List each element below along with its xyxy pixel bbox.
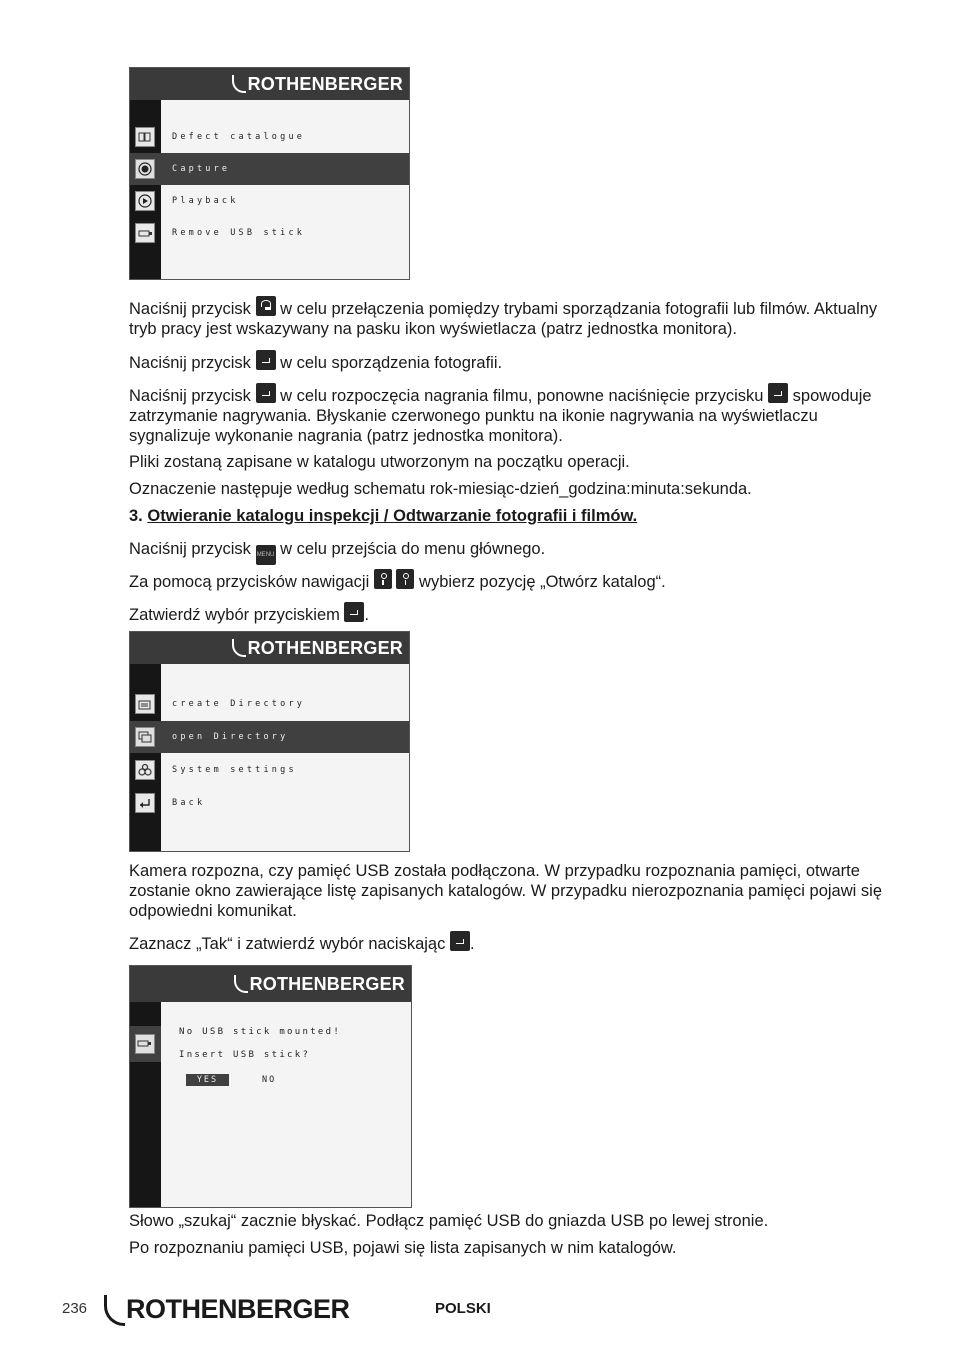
menu-item-label: Playback [172,196,239,206]
enter-button-icon [344,602,364,622]
text: Naciśnij przycisk [129,354,251,372]
menu-button-icon: MENU [256,545,276,565]
dialog-message-line-1: No USB stick mounted! [179,1027,342,1037]
screen-brand-logo [234,971,405,997]
menu-item-label: open Directory [172,732,289,742]
yes-button[interactable]: YES [186,1074,229,1086]
heading-number: 3. [129,507,143,525]
paragraph-confirm [129,602,899,625]
text: w celu przejścia do menu głównego. [280,540,546,558]
section-heading [129,506,899,526]
brand-text: ROTHENBERGER [247,74,403,94]
text: spowoduje zatrzymanie nagrywania. Błyskanie czerwonego punktu na ikonie nagrywania na wyświetlaczu sygnalizuje wykonanie nagrania (patrz jednostka monitora). [129,387,872,445]
paragraph-search-blink: Słowo „szukaj“ zacznie błyskać. Podłącz pamięć USB do gniazda USB po lewej stronie. [129,1212,769,1230]
paragraph-select-yes [129,931,899,954]
paragraph-directory-list: Po rozpoznaniu pamięci USB, pojawi się lista zapisanych w nim katalogów. [129,1239,677,1257]
menu-item-open-directory[interactable] [130,721,409,753]
text: Za pomocą przycisków nawigacji [129,573,370,591]
no-button[interactable]: NO [262,1075,277,1085]
text: Zaznacz „Tak“ i zatwierdź wybór naciskając [129,935,446,953]
usb-stick-icon [135,1034,155,1054]
text: Zatwierdź wybór przyciskiem [129,606,340,624]
dialog-message-line-2: Insert USB stick? [179,1050,311,1060]
usb-sidebar-item [130,1026,161,1062]
menu-item-back[interactable] [130,787,409,819]
folder-open-icon [135,727,155,747]
monitor-screen-directory-menu [129,631,410,852]
text: Naciśnij przycisk [129,300,251,318]
screen-header [130,966,411,1002]
menu-item-create-directory[interactable] [130,688,409,720]
paragraph-take-photo [129,350,899,373]
text: Naciśnij przycisk [129,387,251,405]
text: wybierz pozycję „Otwórz katalog“. [419,573,666,591]
paragraph-record-video [129,383,899,446]
monitor-screen-main-menu [129,67,410,280]
enter-button-icon [768,383,788,403]
text: w celu rozpoczęcia nagrania filmu, ponowne naciśnięcie przycisku [280,387,764,405]
record-icon [135,159,155,179]
back-arrow-icon [135,793,155,813]
paragraph-files-saved: Pliki zostaną zapisane w katalogu utworzonym na początku operacji. [129,453,630,471]
screen-brand-logo [232,635,403,661]
text: w celu sporządzenia fotografii. [280,354,503,372]
play-icon [135,191,155,211]
menu-item-capture[interactable] [130,153,409,185]
enter-button-icon [450,931,470,951]
monitor-screen-usb-dialog [129,965,412,1208]
screen-header [130,68,409,100]
enter-button-icon [256,350,276,370]
usb-stick-icon [135,223,155,243]
text: w celu przełączenia pomiędzy trybami sporządzania fotografii lub filmów. Aktualny tryb pracy jest wskazywany na pasku ikon wyświetlacza (patrz jednostka monitora). [129,300,878,338]
screen-brand-logo [232,71,403,97]
nav-down-button-icon [396,569,414,589]
menu-item-label: Back [172,798,206,808]
footer-language: POLSKI [435,1300,491,1317]
menu-item-system-settings[interactable] [130,754,409,786]
book-icon [135,127,155,147]
paragraph-naming-scheme: Oznaczenie następuje według schematu rok-miesiąc-dzień_godzina:minuta:sekunda. [129,480,752,498]
menu-item-label: Capture [172,164,231,174]
menu-item-playback[interactable] [130,185,409,217]
nav-up-button-icon [374,569,392,589]
text: . [364,606,370,624]
camera-mode-button-icon [256,296,276,316]
heading-text: Otwieranie katalogu inspekcji / Odtwarzanie fotografii i filmów. [147,507,638,525]
menu-item-label: Remove USB stick [172,228,306,238]
menu-item-label: Defect catalogue [172,132,306,142]
paragraph-mode-switch [129,296,899,339]
text: . [469,935,475,953]
folder-add-icon [135,694,155,714]
settings-icon [135,760,155,780]
menu-item-label: System settings [172,765,297,775]
brand-text: ROTHENBERGER [247,638,403,658]
screen-header [130,632,409,664]
footer-brand-logo [104,1294,350,1326]
page-number: 236 [62,1300,88,1317]
text: Naciśnij przycisk [129,540,251,558]
paragraph-usb-detection: Kamera rozpozna, czy pamięć USB została podłączona. W przypadku rozpoznania pamięci, otwarte zostanie okno zawierające listę zapisanych katalogów. W przypadku nierozpoznania pamięci pojawi się odpowiedni komunikat. [129,862,882,920]
menu-item-defect-catalogue[interactable] [130,121,409,153]
enter-button-icon [256,383,276,403]
menu-item-remove-usb-stick[interactable] [130,217,409,249]
brand-text: ROTHENBERGER [249,974,405,994]
footer-brand-text: ROTHENBERGER [126,1294,350,1324]
menu-item-label: create Directory [172,699,306,709]
paragraph-navigation [129,569,899,592]
paragraph-main-menu [129,539,899,565]
